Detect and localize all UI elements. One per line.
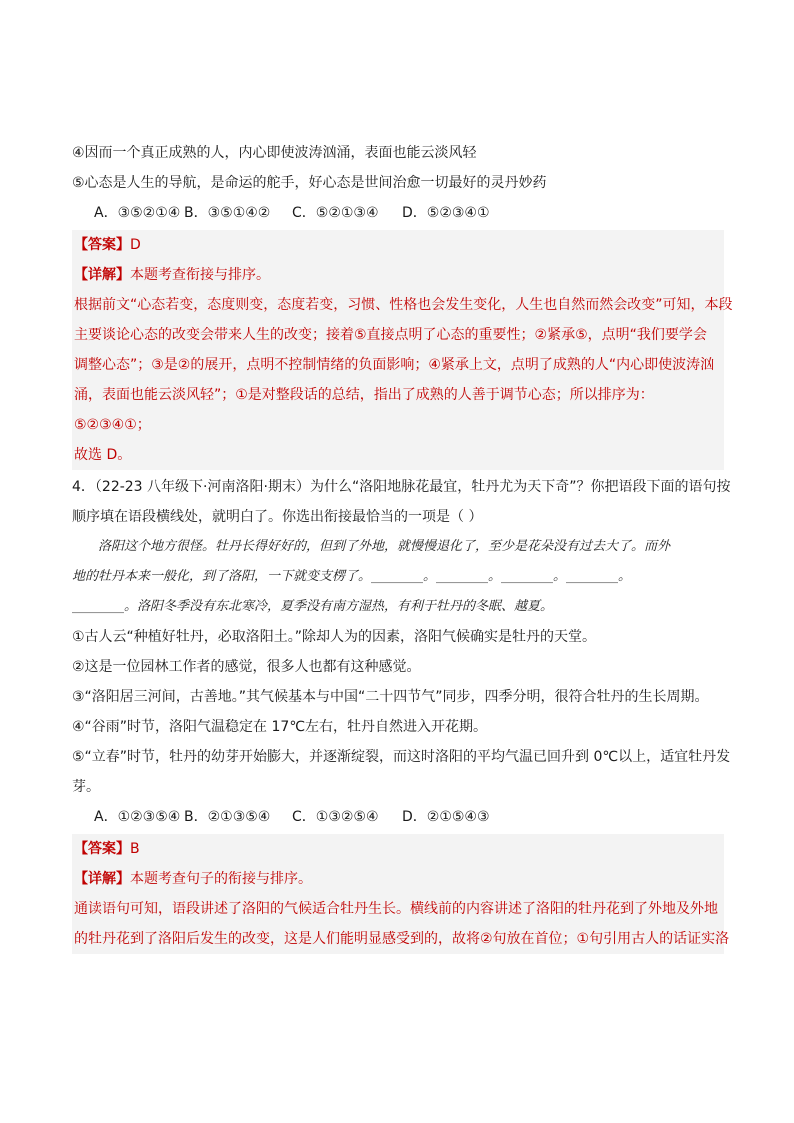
q4-answer-block — [72, 834, 730, 954]
q3-option-b: B．③⑤①④② — [184, 205, 271, 221]
q4-item: 芽。 — [72, 779, 100, 795]
q3-detail-head — [72, 260, 724, 290]
q4-option-d: D．②①⑤④③ — [402, 809, 490, 825]
q4-passage-line: 地的牡丹本来一般化，到了洛阳，一下就变支楞了。________。________。________。________。 — [72, 569, 632, 584]
detail-intro: 本题考查句子的衔接与排序。 — [130, 871, 312, 887]
q4-option-b: B．②①③⑤④ — [184, 809, 271, 825]
q4-passage-line: 洛阳这个地方很怪。牡丹长得好好的，但到了外地，就慢慢退化了，至少是花朵没有过去大了。而外 — [98, 539, 671, 554]
q4-answer — [72, 834, 724, 864]
q4-passage-line: ________。洛阳冬季没有东北寒冷，夏季没有南方湿热，有利于牡丹的冬眠、越夏。 — [72, 599, 554, 614]
q4-stem: 4．（22-23 八年级下·河南洛阳·期末）为什么“洛阳地脉花最宜，牡丹尤为天下奇”？你把语段下面的语句按 — [72, 479, 731, 495]
q3-answer-block — [72, 230, 733, 470]
detail-label: 【详解】 — [74, 267, 130, 283]
q4-option-a: A．①②③⑤④ — [94, 809, 181, 825]
q3-answer — [72, 230, 724, 260]
q4-option-c: C．①③②⑤④ — [292, 809, 379, 825]
q3-item-4: ④因而一个真正成熟的人，内心即使波涛汹涌，表面也能云淡风轻 — [72, 145, 477, 161]
q3-detail-line: 主要谈论心态的改变会带来人生的改变；接着⑤直接点明了心态的重要性；②紧承⑤，点明“我们要学会 — [74, 327, 707, 343]
q4-detail-line: 的牡丹花到了洛阳后发生的改变，这是人们能明显感受到的，故将②句放在首位；①句引用古人的话证实洛 — [74, 931, 730, 947]
q3-option-d: D．⑤②③④① — [402, 205, 490, 221]
q3-detail-line: 根据前文“心态若变，态度则变，态度若变，习惯、性格也会发生变化，人生也自然而然会改变”可知，本段 — [74, 297, 733, 313]
q3-item-5: ⑤心态是人生的导航，是命运的舵手，好心态是世间治愈一切最好的灵丹妙药 — [72, 175, 547, 191]
q3-detail-line: 涌，表面也能云淡风轻”；①是对整段话的总结，指出了成熟的人善于调节心态；所以排序为： — [74, 387, 654, 403]
q3-options — [72, 198, 724, 228]
q4-detail-line: 通读语句可知，语段讲述了洛阳的气候适合牡丹生长。横线前的内容讲述了洛阳的牡丹花到了外地及外地 — [74, 901, 718, 917]
detail-label: 【详解】 — [74, 871, 130, 887]
detail-intro: 本题考查衔接与排序。 — [130, 267, 270, 283]
q4-options — [72, 802, 724, 832]
answer-value: B — [130, 841, 140, 857]
q4-item: ②这是一位园林工作者的感觉，很多人也都有这种感觉。 — [72, 659, 421, 675]
q4-detail-head — [72, 864, 724, 894]
q3-detail-line: 调整心态”；③是②的展开，点明不控制情绪的负面影响；④紧承上文，点明了成熟的人“内心即使波涛汹 — [74, 357, 715, 373]
q4-item: ⑤“立春”时节，牡丹的幼芽开始膨大，并逐渐绽裂，而这时洛阳的平均气温已回升到 0℃以上，适宜牡丹发 — [72, 749, 731, 765]
q4-stem: 顺序填在语段横线处，就明白了。你选出衔接最恰当的一项是（ ） — [72, 509, 483, 525]
q4-passage — [72, 532, 724, 622]
answer-label: 【答案】 — [74, 841, 130, 857]
q3-detail-line: ⑤②③④①； — [74, 417, 151, 433]
q3-option-a: A．③⑤②①④ — [94, 205, 181, 221]
q3-option-c: C．⑤②①③④ — [292, 205, 379, 221]
document-page — [72, 138, 733, 956]
q3-conclusion: 故选 D。 — [74, 447, 132, 463]
answer-value: D — [130, 237, 141, 253]
q4-item: ③“洛阳居三河间，古善地。”其气候基本与中国“二十四节气”同步，四季分明，很符合牡丹的生长周期。 — [72, 689, 709, 705]
answer-label: 【答案】 — [74, 237, 130, 253]
q4-item: ④“谷雨”时节，洛阳气温稳定在 17℃左右，牡丹自然进入开花期。 — [72, 719, 488, 735]
q4-item: ①古人云“种植好牡丹，必取洛阳土。”除却人为的因素，洛阳气候确实是牡丹的天堂。 — [72, 629, 597, 645]
